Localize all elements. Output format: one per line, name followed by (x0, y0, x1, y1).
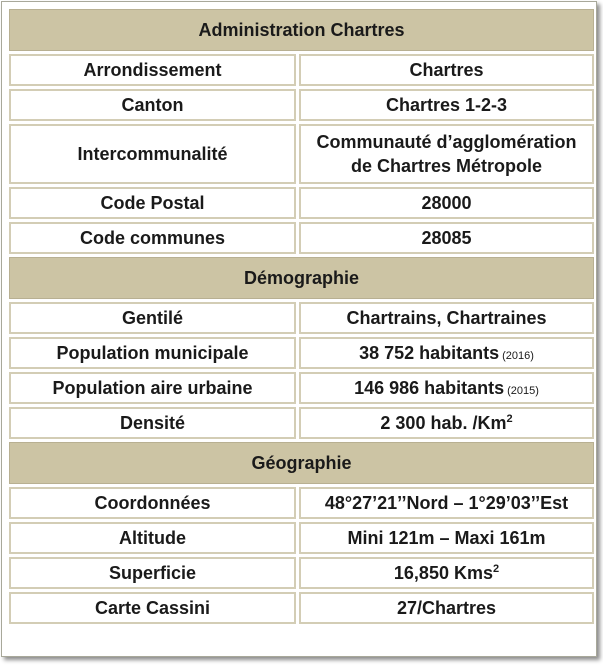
table-row-carte-cassini (9, 592, 594, 624)
label-coordonnees: Coordonnées (9, 487, 296, 519)
section-header-geographie: Géographie (9, 442, 594, 484)
value-coordonnees: 48°27’21’’Nord – 1°29’03’’Est (299, 487, 594, 519)
label-arrondissement: Arrondissement (9, 54, 296, 86)
table-row-code-communes (9, 222, 594, 254)
value-population-municipale-text: 38 752 habitants (359, 342, 500, 363)
label-gentile: Gentilé (9, 302, 296, 334)
label-intercommunalite: Intercommunalité (9, 124, 296, 184)
label-code-communes: Code communes (9, 222, 296, 254)
label-population-aire-urbaine: Population aire urbaine (9, 372, 296, 404)
label-altitude: Altitude (9, 522, 296, 554)
value-intercommunalite (299, 124, 594, 184)
table-row-coordonnees (9, 487, 594, 519)
table-row-code-postal (9, 187, 594, 219)
label-carte-cassini: Carte Cassini (9, 592, 296, 624)
table-row-canton (9, 89, 594, 121)
section-header-demographie: Démographie (9, 257, 594, 299)
table-row-population-municipale (9, 337, 594, 369)
table-row-population-aire-urbaine (9, 372, 594, 404)
table-row-altitude (9, 522, 594, 554)
value-altitude: Mini 121m – Maxi 161m (299, 522, 594, 554)
value-population-aire-urbaine (299, 372, 594, 404)
value-carte-cassini: 27/Chartres (299, 592, 594, 624)
population-aire-urbaine-year: (2015) (507, 384, 539, 397)
value-superficie (299, 557, 594, 589)
chartres-info-table (6, 6, 597, 627)
value-densite (299, 407, 594, 439)
table-row-intercommunalite (9, 124, 594, 184)
table-row-densite (9, 407, 594, 439)
value-intercommunalite-line1: Communauté d’agglomération (316, 131, 577, 152)
label-population-municipale: Population municipale (9, 337, 296, 369)
section-row-geographie (9, 442, 594, 484)
table-row-superficie (9, 557, 594, 589)
label-code-postal: Code Postal (9, 187, 296, 219)
value-gentile: Chartrains, Chartraines (299, 302, 594, 334)
densite-superscript: 2 (506, 412, 513, 425)
value-canton: Chartres 1-2-3 (299, 89, 594, 121)
superficie-superscript: 2 (492, 562, 500, 575)
label-densite: Densité (9, 407, 296, 439)
value-population-municipale (299, 337, 594, 369)
value-code-postal: 28000 (299, 187, 594, 219)
population-municipale-year: (2016) (502, 349, 534, 362)
value-superficie-text: 16,850 Kms (393, 562, 493, 583)
table-row-gentile (9, 302, 594, 334)
section-row-administration (9, 9, 594, 51)
label-canton: Canton (9, 89, 296, 121)
value-code-communes: 28085 (299, 222, 594, 254)
value-intercommunalite-line2: de Chartres Métropole (350, 156, 543, 176)
section-header-administration: Administration Chartres (9, 9, 594, 51)
table-row-arrondissement (9, 54, 594, 86)
section-row-demographie (9, 257, 594, 299)
info-table-frame (1, 1, 597, 657)
label-superficie: Superficie (9, 557, 296, 589)
value-arrondissement: Chartres (299, 54, 594, 86)
value-densite-text: 2 300 hab. /Km (380, 412, 507, 433)
value-population-aire-urbaine-text: 146 986 habitants (354, 377, 505, 398)
